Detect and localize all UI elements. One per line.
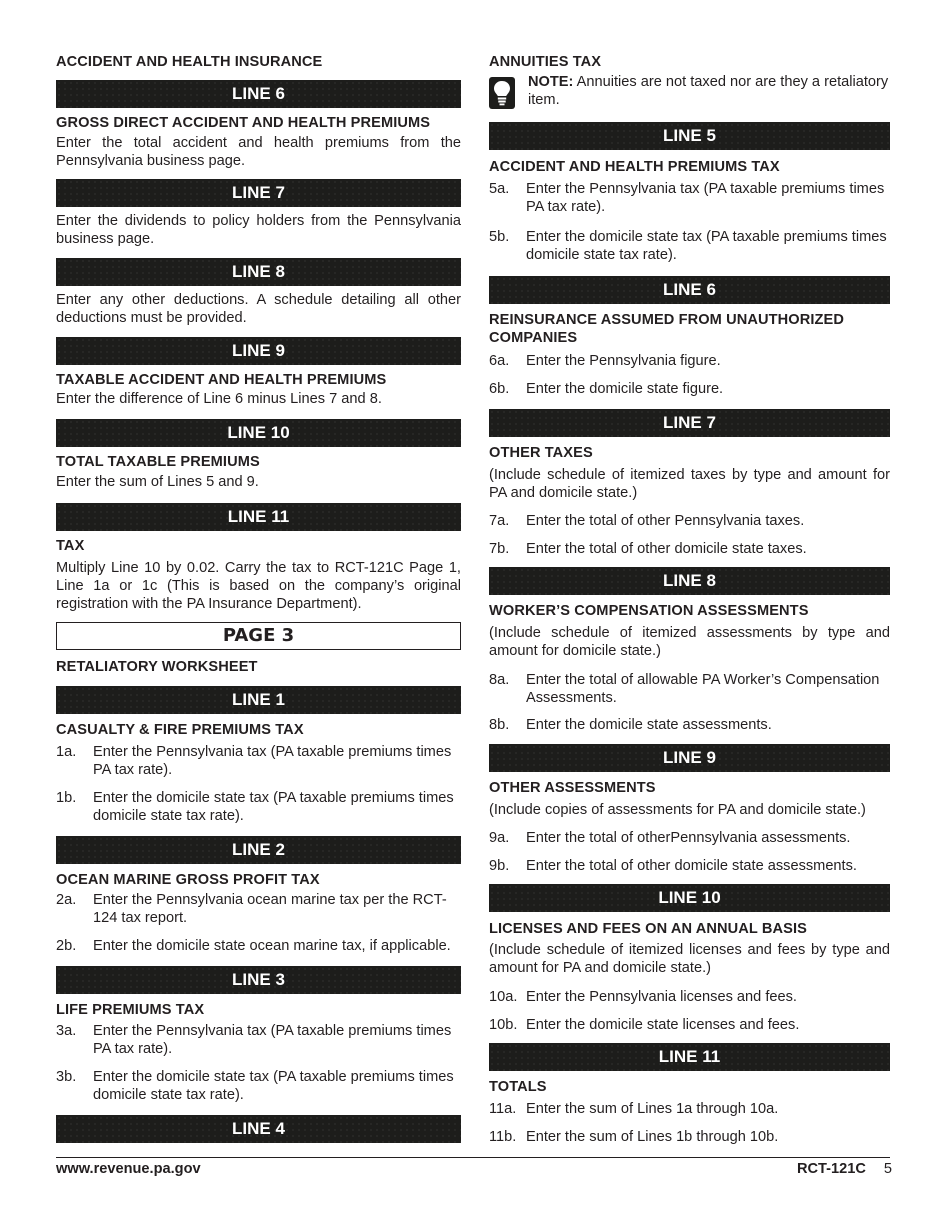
line-8-bar: LINE 8 — [56, 258, 461, 286]
line-11-text: Multiply Line 10 by 0.02. Carry the tax to RCT-121C Page 1, Line 1a or 1c (This is based on the company’s original registration with the PA Insurance Department). — [56, 560, 461, 612]
line-8-text: (Include schedule of itemized assessments by type and amount for domicile state.) — [489, 625, 890, 659]
footer-divider — [56, 1157, 890, 1158]
item-text: Enter the Pennsylvania licenses and fees. — [526, 989, 797, 1005]
item-number: 7b. — [489, 541, 510, 557]
line-10-title: LICENSES AND FEES ON AN ANNUAL BASIS — [489, 921, 807, 937]
item-number: 10b. — [489, 1017, 518, 1033]
line-9-bar: LINE 9 — [56, 337, 461, 365]
line-5-bar: LINE 5 — [489, 122, 890, 150]
list-item — [489, 829, 890, 847]
item-text: Enter the domicile state tax (PA taxable premiums times domicile state tax rate). — [526, 229, 887, 263]
item-number: 8b. — [489, 717, 510, 733]
item-number: 9a. — [489, 830, 510, 846]
list-item — [489, 540, 890, 558]
line-7-title: OTHER TAXES — [489, 445, 593, 461]
list-item — [489, 671, 890, 707]
line-9-bar: LINE 9 — [489, 744, 890, 772]
list-item — [56, 891, 461, 927]
item-text: Enter the total of other domicile state taxes. — [526, 541, 807, 557]
item-text: Enter the domicile state tax (PA taxable premiums times domicile state tax rate). — [93, 790, 454, 824]
item-number: 6b. — [489, 381, 510, 397]
line-11-title: TAX — [56, 538, 85, 554]
list-item — [489, 988, 890, 1006]
list-item — [489, 1128, 890, 1146]
item-number: 5b. — [489, 229, 510, 245]
retaliatory-worksheet-title: RETALIATORY WORKSHEET — [56, 659, 258, 675]
item-text: Enter the domicile state ocean marine tax, if applicable. — [93, 938, 451, 954]
line-11-bar: LINE 11 — [489, 1043, 890, 1071]
item-text: Enter the Pennsylvania tax (PA taxable premiums times PA tax rate). — [93, 1023, 452, 1057]
page-3-header: PAGE 3 — [56, 622, 461, 650]
item-text: Enter the Pennsylvania tax (PA taxable premiums times PA tax rate). — [526, 181, 885, 215]
ws-line-4-bar: LINE 4 — [56, 1115, 461, 1143]
line-6-text: Enter the total accident and health premiums from the Pennsylvania business page. — [56, 135, 461, 169]
line-7-text: (Include schedule of itemized taxes by type and amount for PA and domicile state.) — [489, 467, 890, 501]
item-text: Enter the domicile state assessments. — [526, 717, 772, 733]
ws-line-1-title: CASUALTY & FIRE PREMIUMS TAX — [56, 722, 304, 738]
item-number: 9b. — [489, 858, 510, 874]
ws-line-2-title: OCEAN MARINE GROSS PROFIT TAX — [56, 872, 320, 888]
note-text — [528, 73, 890, 109]
footer-form-code: RCT-121C — [796, 1161, 866, 1177]
item-text: Enter the domicile state licenses and fees. — [526, 1017, 800, 1033]
list-item — [489, 1016, 890, 1034]
line-6-bar: LINE 6 — [489, 276, 890, 304]
line-10-text: (Include schedule of itemized licenses and fees by type and amount for PA and domicile state.) — [489, 942, 890, 976]
item-text: Enter the total of otherPennsylvania assessments. — [526, 830, 851, 846]
line-5-title: ACCIDENT AND HEALTH PREMIUMS TAX — [489, 159, 780, 175]
line-8-bar: LINE 8 — [489, 567, 890, 595]
line-8-text: Enter any other deductions. A schedule detailing all other deductions must be provided. — [56, 292, 461, 326]
line-6-title: GROSS DIRECT ACCIDENT AND HEALTH PREMIUMS — [56, 115, 431, 131]
section-heading-annuities: ANNUITIES TAX — [489, 54, 602, 70]
list-item — [489, 180, 890, 216]
item-number: 8a. — [489, 672, 510, 688]
item-number: 7a. — [489, 513, 510, 529]
list-item — [489, 380, 890, 398]
item-number: 11a. — [489, 1101, 517, 1117]
item-text: Enter the sum of Lines 1b through 10b. — [526, 1129, 779, 1145]
item-number: 1b. — [56, 790, 77, 806]
line-7-bar: LINE 7 — [56, 179, 461, 207]
line-9-title: OTHER ASSESSMENTS — [489, 780, 656, 796]
line-7-bar: LINE 7 — [489, 409, 890, 437]
list-item — [56, 789, 461, 825]
line-6-title: REINSURANCE ASSUMED FROM UNAUTHORIZED COMPANIES — [489, 312, 845, 346]
item-number: 3a. — [56, 1023, 77, 1039]
line-8-title: WORKER’S COMPENSATION ASSESSMENTS — [489, 603, 809, 619]
item-text: Enter the total of other domicile state assessments. — [526, 858, 857, 874]
note-label: NOTE: — [528, 74, 574, 90]
line-10-text: Enter the sum of Lines 5 and 9. — [56, 474, 259, 490]
line-11-title: TOTALS — [489, 1079, 547, 1095]
line-10-bar: LINE 10 — [56, 419, 461, 447]
item-text: Enter the sum of Lines 1a through 10a. — [526, 1101, 779, 1117]
item-number: 5a. — [489, 181, 510, 197]
lightbulb-icon — [489, 77, 515, 109]
ws-line-1-bar: LINE 1 — [56, 686, 461, 714]
note-body: Annuities are not taxed nor are they a retaliatory item. — [528, 74, 889, 108]
ws-line-3-bar: LINE 3 — [56, 966, 461, 994]
line-7-text: Enter the dividends to policy holders from the Pennsylvania business page. — [56, 213, 461, 247]
item-number: 2b. — [56, 938, 77, 954]
line-11-bar: LINE 11 — [56, 503, 461, 531]
item-text: Enter the Pennsylvania figure. — [526, 353, 721, 369]
item-number: 3b. — [56, 1069, 77, 1085]
list-item — [489, 228, 890, 264]
ws-line-2-bar: LINE 2 — [56, 836, 461, 864]
list-item — [56, 1068, 461, 1104]
line-6-bar: LINE 6 — [56, 80, 461, 108]
item-number: 2a. — [56, 892, 77, 908]
item-number: 1a. — [56, 744, 77, 760]
item-text: Enter the total of allowable PA Worker’s Compensation Assessments. — [526, 672, 880, 706]
list-item — [489, 716, 890, 734]
ws-line-3-title: LIFE PREMIUMS TAX — [56, 1002, 205, 1018]
item-number: 6a. — [489, 353, 510, 369]
list-item — [56, 743, 461, 779]
list-item — [489, 352, 890, 370]
line-10-title: TOTAL TAXABLE PREMIUMS — [56, 454, 260, 470]
item-number: 10a. — [489, 989, 518, 1005]
footer-form-info — [797, 1161, 892, 1177]
list-item — [56, 1022, 461, 1058]
item-text: Enter the Pennsylvania tax (PA taxable premiums times PA tax rate). — [93, 744, 452, 778]
list-item — [489, 512, 890, 530]
section-heading-accident-health: ACCIDENT AND HEALTH INSURANCE — [56, 54, 323, 70]
list-item — [489, 857, 890, 875]
footer-website: www.revenue.pa.gov — [56, 1161, 201, 1177]
item-text: Enter the domicile state tax (PA taxable premiums times domicile state tax rate). — [93, 1069, 454, 1103]
list-item — [56, 937, 461, 955]
list-item — [489, 1100, 890, 1118]
item-text: Enter the domicile state figure. — [526, 381, 724, 397]
item-number: 11b. — [489, 1129, 517, 1145]
line-10-bar: LINE 10 — [489, 884, 890, 912]
line-9-title: TAXABLE ACCIDENT AND HEALTH PREMIUMS — [56, 372, 387, 388]
line-9-text: (Include copies of assessments for PA and domicile state.) — [489, 802, 866, 818]
item-text: Enter the total of other Pennsylvania taxes. — [526, 513, 805, 529]
line-9-text: Enter the difference of Line 6 minus Lines 7 and 8. — [56, 391, 382, 407]
footer-page-number: 5 — [883, 1161, 892, 1177]
item-text: Enter the Pennsylvania ocean marine tax per the RCT-124 tax report. — [93, 892, 447, 926]
note-block — [489, 53, 890, 113]
